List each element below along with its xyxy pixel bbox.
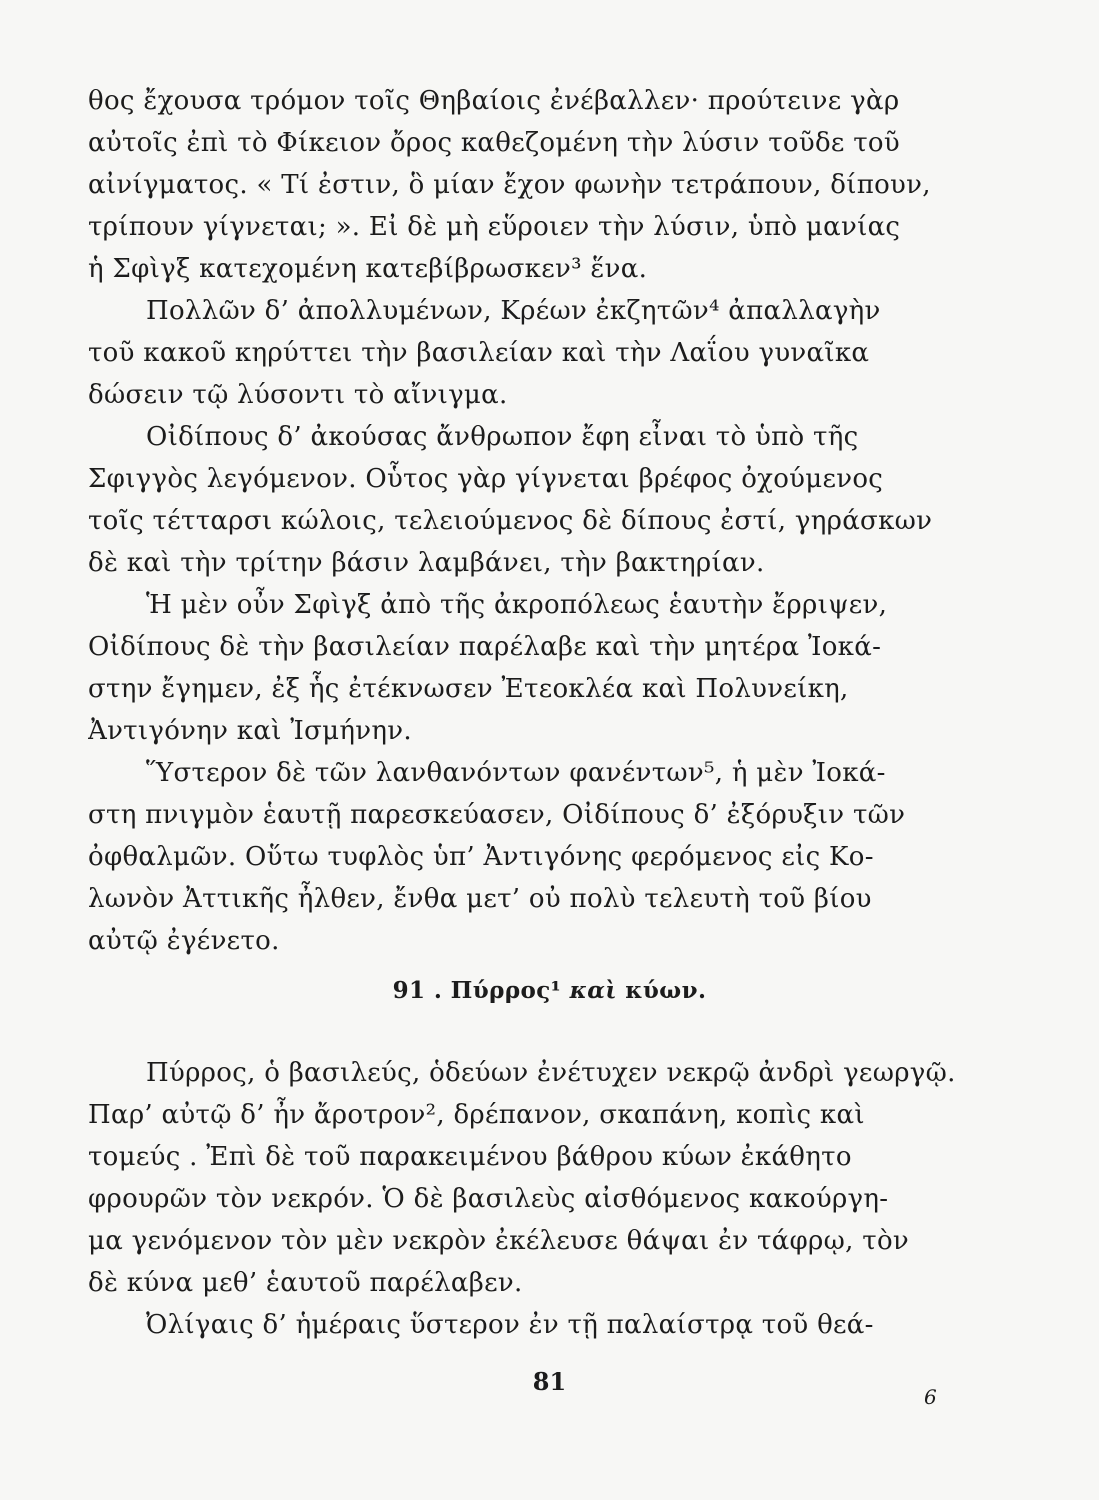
text-line: στην ἔγημεν, ἐξ ἧς ἐτέκνωσεν Ἐτεοκλέα καὶ Πολυνείκη,: [88, 674, 849, 704]
text-line: Ὀλίγαις δ’ ἡμέραις ὕστερον ἐν τῇ παλαίστρᾳ τοῦ θεά-: [146, 1310, 874, 1340]
text-block-story-90: [88, 80, 1033, 962]
text-line: δὲ κύνα μεθ’ ἑαυτοῦ παρέλαβεν.: [88, 1268, 523, 1298]
text-line: δώσειν τῷ λύσοντι τὸ αἴνιγμα.: [88, 380, 508, 410]
text-line: τρίπουν γίγνεται; ». Εἰ δὲ μὴ εὕροιεν τὴν λύσιν, ὑπὸ μανίας: [88, 212, 901, 242]
section-title-conjunction: καὶ: [569, 977, 617, 1004]
text-line: Ἡ μὲν οὖν Σφὶγξ ἀπὸ τῆς ἀκροπόλεως ἑαυτὴν ἔρριψεν,: [146, 590, 888, 620]
section-heading: [0, 977, 1099, 1004]
text-line: ἡ Σφὶγξ κατεχομένη κατεβίβρωσκεν³ ἕνα.: [88, 254, 648, 284]
text-line: αὐτῷ ἐγένετο.: [88, 926, 280, 956]
section-title-end: .: [697, 977, 707, 1004]
text-block-story-91: [88, 1052, 1033, 1346]
page-number: 81: [532, 1367, 567, 1396]
text-line: Οἰδίπους δὲ τὴν βασιλείαν παρέλαβε καὶ τὴν μητέρα Ἰοκά-: [88, 632, 882, 662]
text-line: μα γενόμενον τὸν μὲν νεκρὸν ἐκέλευσε θάψαι ἐν τάφρῳ, τὸν: [88, 1226, 909, 1256]
text-line: ὀφθαλμῶν. Οὕτω τυφλὸς ὑπ’ Ἀντιγόνης φερόμενος εἰς Κο-: [88, 842, 874, 872]
printer-signature-mark: 6: [924, 1385, 937, 1409]
text-line: αἰνίγματος. « Τί ἐστιν, ὃ μίαν ἔχον φωνὴν τετράπουν, δίπουν,: [88, 170, 931, 200]
text-line: Ὕστερον δὲ τῶν λανθανόντων φανέντων⁵, ἡ μὲν Ἰοκά-: [146, 758, 886, 788]
text-line: φρουρῶν τὸν νεκρόν. Ὁ δὲ βασιλεὺς αἰσθόμενος κακούργη-: [88, 1184, 889, 1214]
text-line: τοῦ κακοῦ κηρύττει τὴν βασιλείαν καὶ τὴν Λαΐου γυναῖκα: [88, 338, 870, 368]
section-title-last-word: κύων: [625, 977, 698, 1004]
text-line: Οἰδίπους δ’ ἀκούσας ἄνθρωπον ἔφη εἶναι τὸ ὑπὸ τῆς: [146, 422, 859, 452]
section-number-dot: .: [433, 977, 451, 1004]
text-line: Παρ’ αὐτῷ δ’ ἦν ἄροτρον², δρέπανον, σκαπάνη, κοπὶς καὶ: [88, 1100, 865, 1130]
text-line: θος ἔχουσα τρόμον τοῖς Θηβαίοις ἐνέβαλλεν· προύτεινε γὰρ: [88, 86, 900, 116]
text-line: τομεύς . Ἐπὶ δὲ τοῦ παρακειμένου βάθρου κύων ἐκάθητο: [88, 1142, 852, 1172]
text-line: αὐτοῖς ἐπὶ τὸ Φίκειον ὄρος καθεζομένη τὴν λύσιν τοῦδε τοῦ: [88, 128, 900, 158]
text-line: Ἀντιγόνην καὶ Ἰσμήνην.: [88, 716, 412, 746]
section-number: 91: [392, 977, 426, 1004]
text-line: τοῖς τέτταρσι κώλοις, τελειούμενος δὲ δίπους ἐστί, γηράσκων: [88, 506, 933, 536]
text-line: λωνὸν Ἀττικῆς ἦλθεν, ἔνθα μετ’ οὐ πολὺ τελευτὴ τοῦ βίου: [88, 884, 872, 914]
text-line: δὲ καὶ τὴν τρίτην βάσιν λαμβάνει, τὴν βακτηρίαν.: [88, 548, 765, 578]
text-line: Σφιγγὸς λεγόμενον. Οὗτος γὰρ γίγνεται βρέφος ὀχούμενος: [88, 464, 884, 494]
text-line: Πύρρος, ὁ βασιλεύς, ὁδεύων ἐνέτυχεν νεκρῷ ἀνδρὶ γεωργῷ.: [146, 1058, 956, 1088]
text-line: Πολλῶν δ’ ἀπολλυμένων, Κρέων ἐκζητῶν⁴ ἀπαλλαγὴν: [146, 296, 881, 326]
text-line: στη πνιγμὸν ἑαυτῇ παρεσκεύασεν, Οἰδίπους δ’ ἐξόρυξιν τῶν: [88, 800, 906, 830]
section-title-name: Πύρρος¹: [450, 977, 562, 1004]
